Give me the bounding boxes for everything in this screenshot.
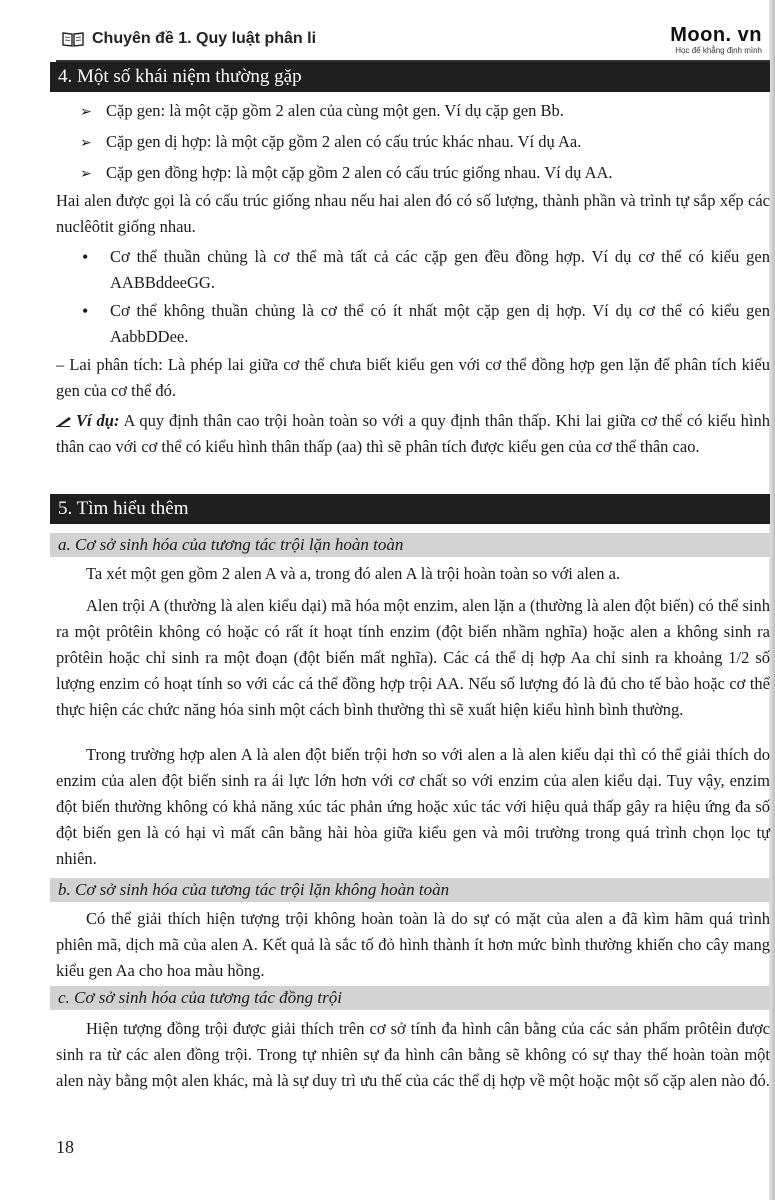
bullet-item: • Cơ thể thuần chủng là cơ thể mà tất cả các cặp gen đều đồng hợp. Ví dụ cơ thể có kiểu gen AABBddeeGG. bbox=[82, 244, 770, 296]
arrow-bullet-icon: ➢ bbox=[80, 166, 92, 182]
subsection-c-heading: c. Cơ sở sinh hóa của tương tác đồng trội bbox=[50, 986, 770, 1010]
page-header bbox=[56, 26, 770, 62]
paragraph: Alen trội A (thường là alen kiểu dại) mã hóa một enzim, alen lặn a (thường là alen đột biến) có thể sinh ra một prôtêin không có hoặc có rất ít hoạt tính enzim (đột biến nhầm nghĩa) hoặc alen a không sinh ra prôtêin hoặc chỉ sinh ra một đoạn (đột biến mất nghĩa). Các cá thể dị hợp Aa chỉ sinh ra khoảng 1/2 số lượng enzim có hoạt tính so với các cá thể đồng hợp trội AA. Nếu số lượng đó là đủ cho tế bào hoặc cơ thể thực hiện các chức năng hóa sinh một cách bình thường thì sẽ xuất hiện kiểu hình bình thường. bbox=[56, 596, 770, 719]
arrow-item: ➢ Cặp gen: là một cặp gồm 2 alen của cùng một gen. Ví dụ cặp gen Bb. bbox=[80, 98, 564, 125]
brand-name: Moon. vn bbox=[670, 24, 762, 46]
alleles-note: Hai alen được gọi là có cấu trúc giống nhau nếu hai alen đó có số lượng, thành phần và trình tự sắp xếp các nuclêôtit giống nhau. bbox=[56, 191, 770, 236]
chapter-title-text: Chuyên đề 1. Quy luật phân li bbox=[92, 30, 317, 47]
paragraph: Ta xét một gen gồm 2 alen A và a, trong đó alen A là trội hoàn toàn so với alen a. bbox=[86, 564, 621, 583]
book-icon bbox=[62, 31, 84, 47]
pencil-icon bbox=[56, 409, 72, 421]
brand-tagline: Học để khẳng định mình bbox=[675, 46, 762, 55]
section-4-heading: 4. Một số khái niệm thường gặp bbox=[50, 62, 770, 92]
arrow-bullet-icon: ➢ bbox=[80, 104, 92, 120]
arrow-item: ➢ Cặp gen dị hợp: là một cặp gồm 2 alen có cấu trúc khác nhau. Ví dụ Aa. bbox=[80, 129, 581, 156]
test-cross-definition: – Lai phân tích: Là phép lai giữa cơ thể chưa biết kiểu gen với cơ thể đồng hợp gen lặn để phân tích kiểu gen của cơ thể đó. bbox=[56, 355, 770, 400]
bullet-dot-icon: • bbox=[82, 301, 89, 321]
example-paragraph bbox=[56, 408, 770, 460]
section-5-heading: 5. Tìm hiểu thêm bbox=[50, 494, 770, 524]
bullet-item: • Cơ thể không thuần chủng là cơ thể có ít nhất một cặp gen dị hợp. Ví dụ cơ thể có kiểu gen AabbDDee. bbox=[82, 298, 770, 350]
bullet-dot-icon: • bbox=[82, 247, 89, 267]
chapter-title bbox=[62, 30, 316, 48]
example-label: Ví dụ: bbox=[76, 411, 120, 430]
paragraph: Có thể giải thích hiện tượng trội không hoàn toàn là do sự có mặt của alen a đã kìm hãm quá trình phiên mã, dịch mã của alen A. Kết quả là sắc tố đỏ hình thành ít hơn mức bình thường khiến cho cây mang kiểu gen Aa cho hoa màu hồng. bbox=[56, 909, 770, 980]
paragraph: Hiện tượng đồng trội được giải thích trên cơ sở tính đa hình cân bằng của các sản phẩm prôtêin được sinh ra từ các alen đồng trội. Trong tự nhiên sự đa hình cân bằng sẽ không có sự thay thế hoàn toàn một alen này bằng một alen khác, mà là sự duy trì ưu thế của các thể dị hợp về một hoặc một số cặp alen nào đó. bbox=[56, 1019, 770, 1090]
paragraph: Trong trường hợp alen A là alen đột biến trội hơn so với alen a là alen kiểu dại thì có thể giải thích do enzim của alen đột biến sinh ra ái lực lớn hơn với cơ chất so với enzim của alen kiểu dại. Tuy vậy, enzim đột biến thường không có khả năng xúc tác phản ứng hoặc xúc tác với hiệu quả thấp gây ra hiệu ứng đa số đột biến gen là có hại vì mất cân bằng hài hòa giữa kiểu gen và môi trường trong quá trình chọn lọc tự nhiên. bbox=[56, 745, 770, 868]
arrow-bullet-icon: ➢ bbox=[80, 135, 92, 151]
example-text: A quy định thân cao trội hoàn toàn so với a quy định thân thấp. Khi lai giữa cơ thể có kiểu hình thân cao với cơ thể có kiểu hình thân thấp (aa) thì sẽ phân tích được kiểu gen của cơ thể thân cao. bbox=[56, 411, 770, 456]
subsection-b-heading: b. Cơ sở sinh hóa của tương tác trội lặn không hoàn toàn bbox=[50, 878, 770, 902]
brand-logo bbox=[670, 24, 762, 55]
page-number: 18 bbox=[56, 1137, 74, 1157]
arrow-item: ➢ Cặp gen đồng hợp: là một cặp gồm 2 alen có cấu trúc giống nhau. Ví dụ AA. bbox=[80, 160, 613, 187]
subsection-a-heading: a. Cơ sở sinh hóa của tương tác trội lặn hoàn toàn bbox=[50, 533, 770, 557]
